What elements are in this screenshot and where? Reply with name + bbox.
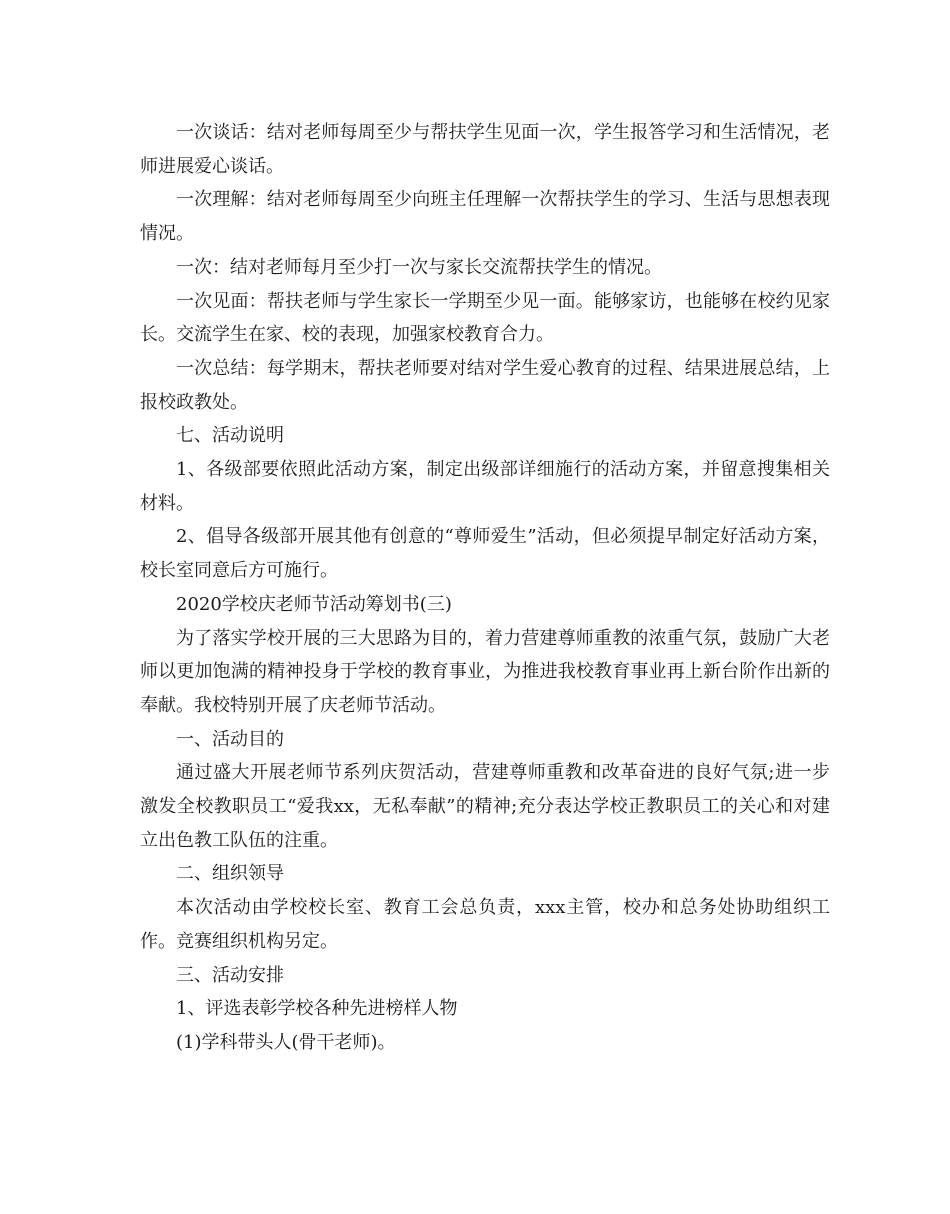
document-body	[140, 116, 830, 1060]
paragraph-leadership: 本次活动由学校校长室、教育工会总负责，xxx主管，校办和总务处协助组织工作。竞赛组织机构另定。	[140, 897, 830, 952]
section-heading-leadership: 二、组织领导	[176, 863, 284, 885]
paragraph-understand: 一次理解：结对老师每周至少向班主任理解一次帮扶学生的学习、生活与思想表现情况。	[140, 189, 830, 245]
paragraph-note-1: 1、各级部要依照此活动方案，制定出级部详细施行的活动方案，并留意搜集相关材料。	[140, 459, 830, 514]
paragraph-summary: 一次总结：每学期末，帮扶老师要对结对学生爱心教育的过程、结果进展总结，上报校政教处。	[140, 357, 830, 413]
paragraph-call: 一次：结对老师每月至少打一次与家长交流帮扶学生的情况。	[176, 256, 662, 278]
section-heading-activity-notes: 七、活动说明	[176, 425, 284, 447]
list-item-subject-leader: (1)学科带头人(骨干老师)。	[176, 1031, 396, 1053]
paragraph-talk: 一次谈话：结对老师每周至少与帮扶学生见面一次，学生报答学习和生活情况，老师进展爱心谈话。	[140, 122, 830, 177]
document-subtitle: 2020学校庆老师节活动筹划书(三)	[176, 593, 452, 615]
paragraph-meeting: 一次见面：帮扶老师与学生家长一学期至少见一面。能够家访，也能够在校约见家长。交流学生在家、校的表现，加强家校教育合力。	[140, 290, 830, 346]
section-heading-arrangement: 三、活动安排	[176, 964, 284, 986]
paragraph-note-2: 2、倡导各级部开展其他有创意的“尊师爱生”活动，但必须提早制定好活动方案，校长室同意后方可施行。	[140, 526, 830, 582]
paragraph-purpose: 通过盛大开展老师节系列庆贺活动，营建尊师重教和改革奋进的良好气氛;进一步激发全校教职员工“爱我xx，无私奉献”的精神;充分表达学校正教职员工的关心和对建立出色教工队伍的注重。	[140, 762, 830, 851]
list-item-awards: 1、评选表彰学校各种先进榜样人物	[176, 998, 458, 1020]
paragraph-intro: 为了落实学校开展的三大思路为目的，着力营建尊师重教的浓重气氛，鼓励广大老师以更加饱满的精神投身于学校的教育事业，为推进我校教育事业再上新台阶作出新的奉献。我校特别开展了庆老师节活动。	[140, 627, 830, 716]
section-heading-purpose: 一、活动目的	[176, 728, 284, 750]
